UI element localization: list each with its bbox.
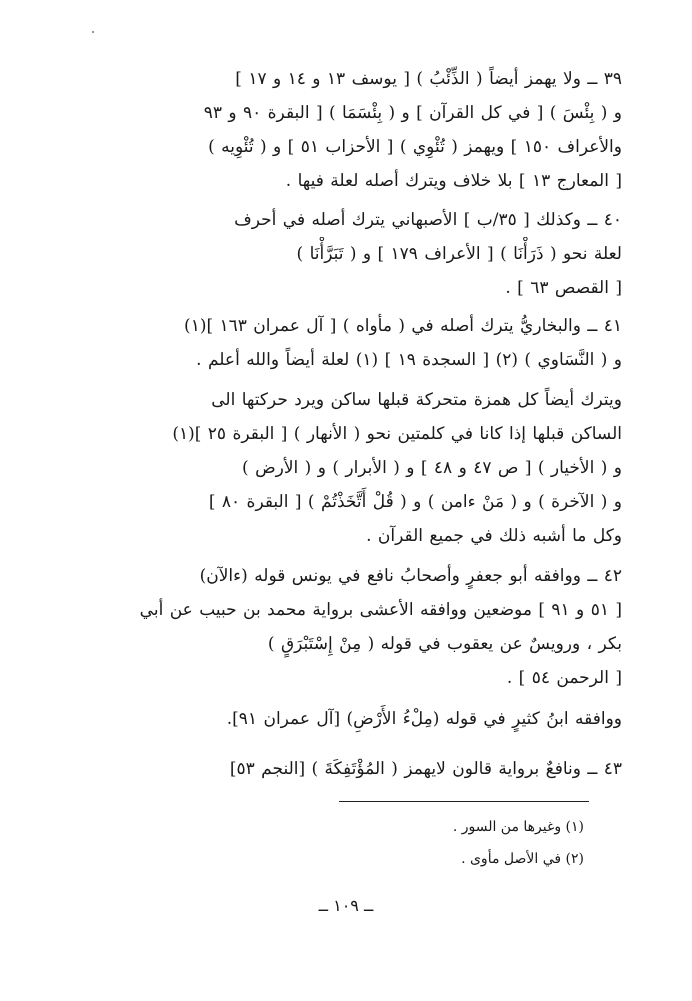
page-number: ــ ١٠٩ ــ (318, 896, 374, 915)
text-line: الساكن قبلها إذا كانا في كلمتين نحو ( الأنهار ) [ البقرة ٢٥ ](١) (172, 424, 622, 444)
paragraph-39 (62, 62, 622, 198)
text-line: [ المعارج ١٣ ] بلا خلاف ويترك أصله لعلة فيها . (285, 171, 622, 191)
text-line: ويترك أيضاً كل همزة متحركة قبلها ساكن ويرد حركتها الى (211, 390, 622, 410)
paragraph-42 (62, 559, 622, 695)
paragraph-40 (62, 203, 622, 305)
text-line: بكر ، ورويسٌ عن يعقوب في قوله ( مِنْ إِسْتَبْرَقٍ ) (267, 634, 622, 654)
text-line: ٣٩ ــ ولا يهمز أيضاً ( الذِّئْبُ ) [ يوسف ١٣ و ١٤ و ١٧ ] (235, 69, 622, 89)
text-line: وكل ما أشبه ذلك في جميع القرآن . (366, 526, 622, 546)
text-line: ٤١ ــ والبخاريُّ يترك أصله في ( مأواه ) [ آل عمران ١٦٣ ](١) (184, 316, 622, 336)
paragraph-41-continued (62, 383, 622, 553)
footnote-2: (٢) في الأصل مأوى . (461, 851, 584, 867)
paragraph-42-continued (62, 702, 622, 736)
speck (92, 31, 94, 33)
text-line: ٤٣ ــ ونافعٌ برواية قالون لايهمز ( المُؤْتَفِكَةَ ) [النجم ٥٣] (229, 759, 622, 779)
text-line: و ( الآخرة ) و ( مَنْ ءامن ) و ( قُلْ أَتَّخَذْتُمْ ) [ البقرة ٨٠ ] (208, 492, 622, 512)
text-line: ٤٠ ــ وكذلك [ ٣٥/ب ] الأصبهاني يترك أصله في أحرف (234, 210, 622, 230)
text-line: [ ٥١ و ٩١ ] موضعين ووافقه الأعشى برواية محمد بن حبيب عن أبي (139, 600, 622, 620)
text-line: [ القصص ٦٣ ] . (505, 278, 622, 298)
footnote-1: (١) وغيرها من السور . (452, 819, 584, 835)
text-line: [ الرحمن ٥٤ ] . (506, 668, 622, 688)
text-line: و ( الأخيار ) [ ص ٤٧ و ٤٨ ] و ( الأبرار ) و ( الأرض ) (242, 458, 622, 478)
footnote-separator (339, 801, 589, 802)
text-line: والأعراف ١٥٠ ] ويهمز ( تُئْوِي ) [ الأحزاب ٥١ ] و ( تُئْوِيه ) (208, 137, 622, 157)
text-line: و ( بِئْسَ ) [ في كل القرآن ] و ( بِئْسَمَا ) [ البقرة ٩٠ و ٩٣ (203, 103, 622, 123)
paragraph-43 (62, 752, 622, 786)
text-line: ووافقه ابنُ كثيرٍ في قوله (مِلْءُ الأَرْضِ) [آل عمران ٩١]. (226, 709, 622, 729)
paragraph-41 (62, 309, 622, 377)
text-line: و ( النَّسَاوي ) (٢) [ السجدة ١٩ ] (١) لعلة أيضاً والله أعلم . (196, 350, 622, 370)
text-line: ٤٢ ــ ووافقه أبو جعفرٍ وأصحابُ نافع في يونس قوله (ءالآن) (199, 566, 622, 586)
text-line: لعلة نحو ( ذَرَأْنَا ) [ الأعراف ١٧٩ ] و ( تَبَرَّأْنَا ) (296, 244, 622, 264)
